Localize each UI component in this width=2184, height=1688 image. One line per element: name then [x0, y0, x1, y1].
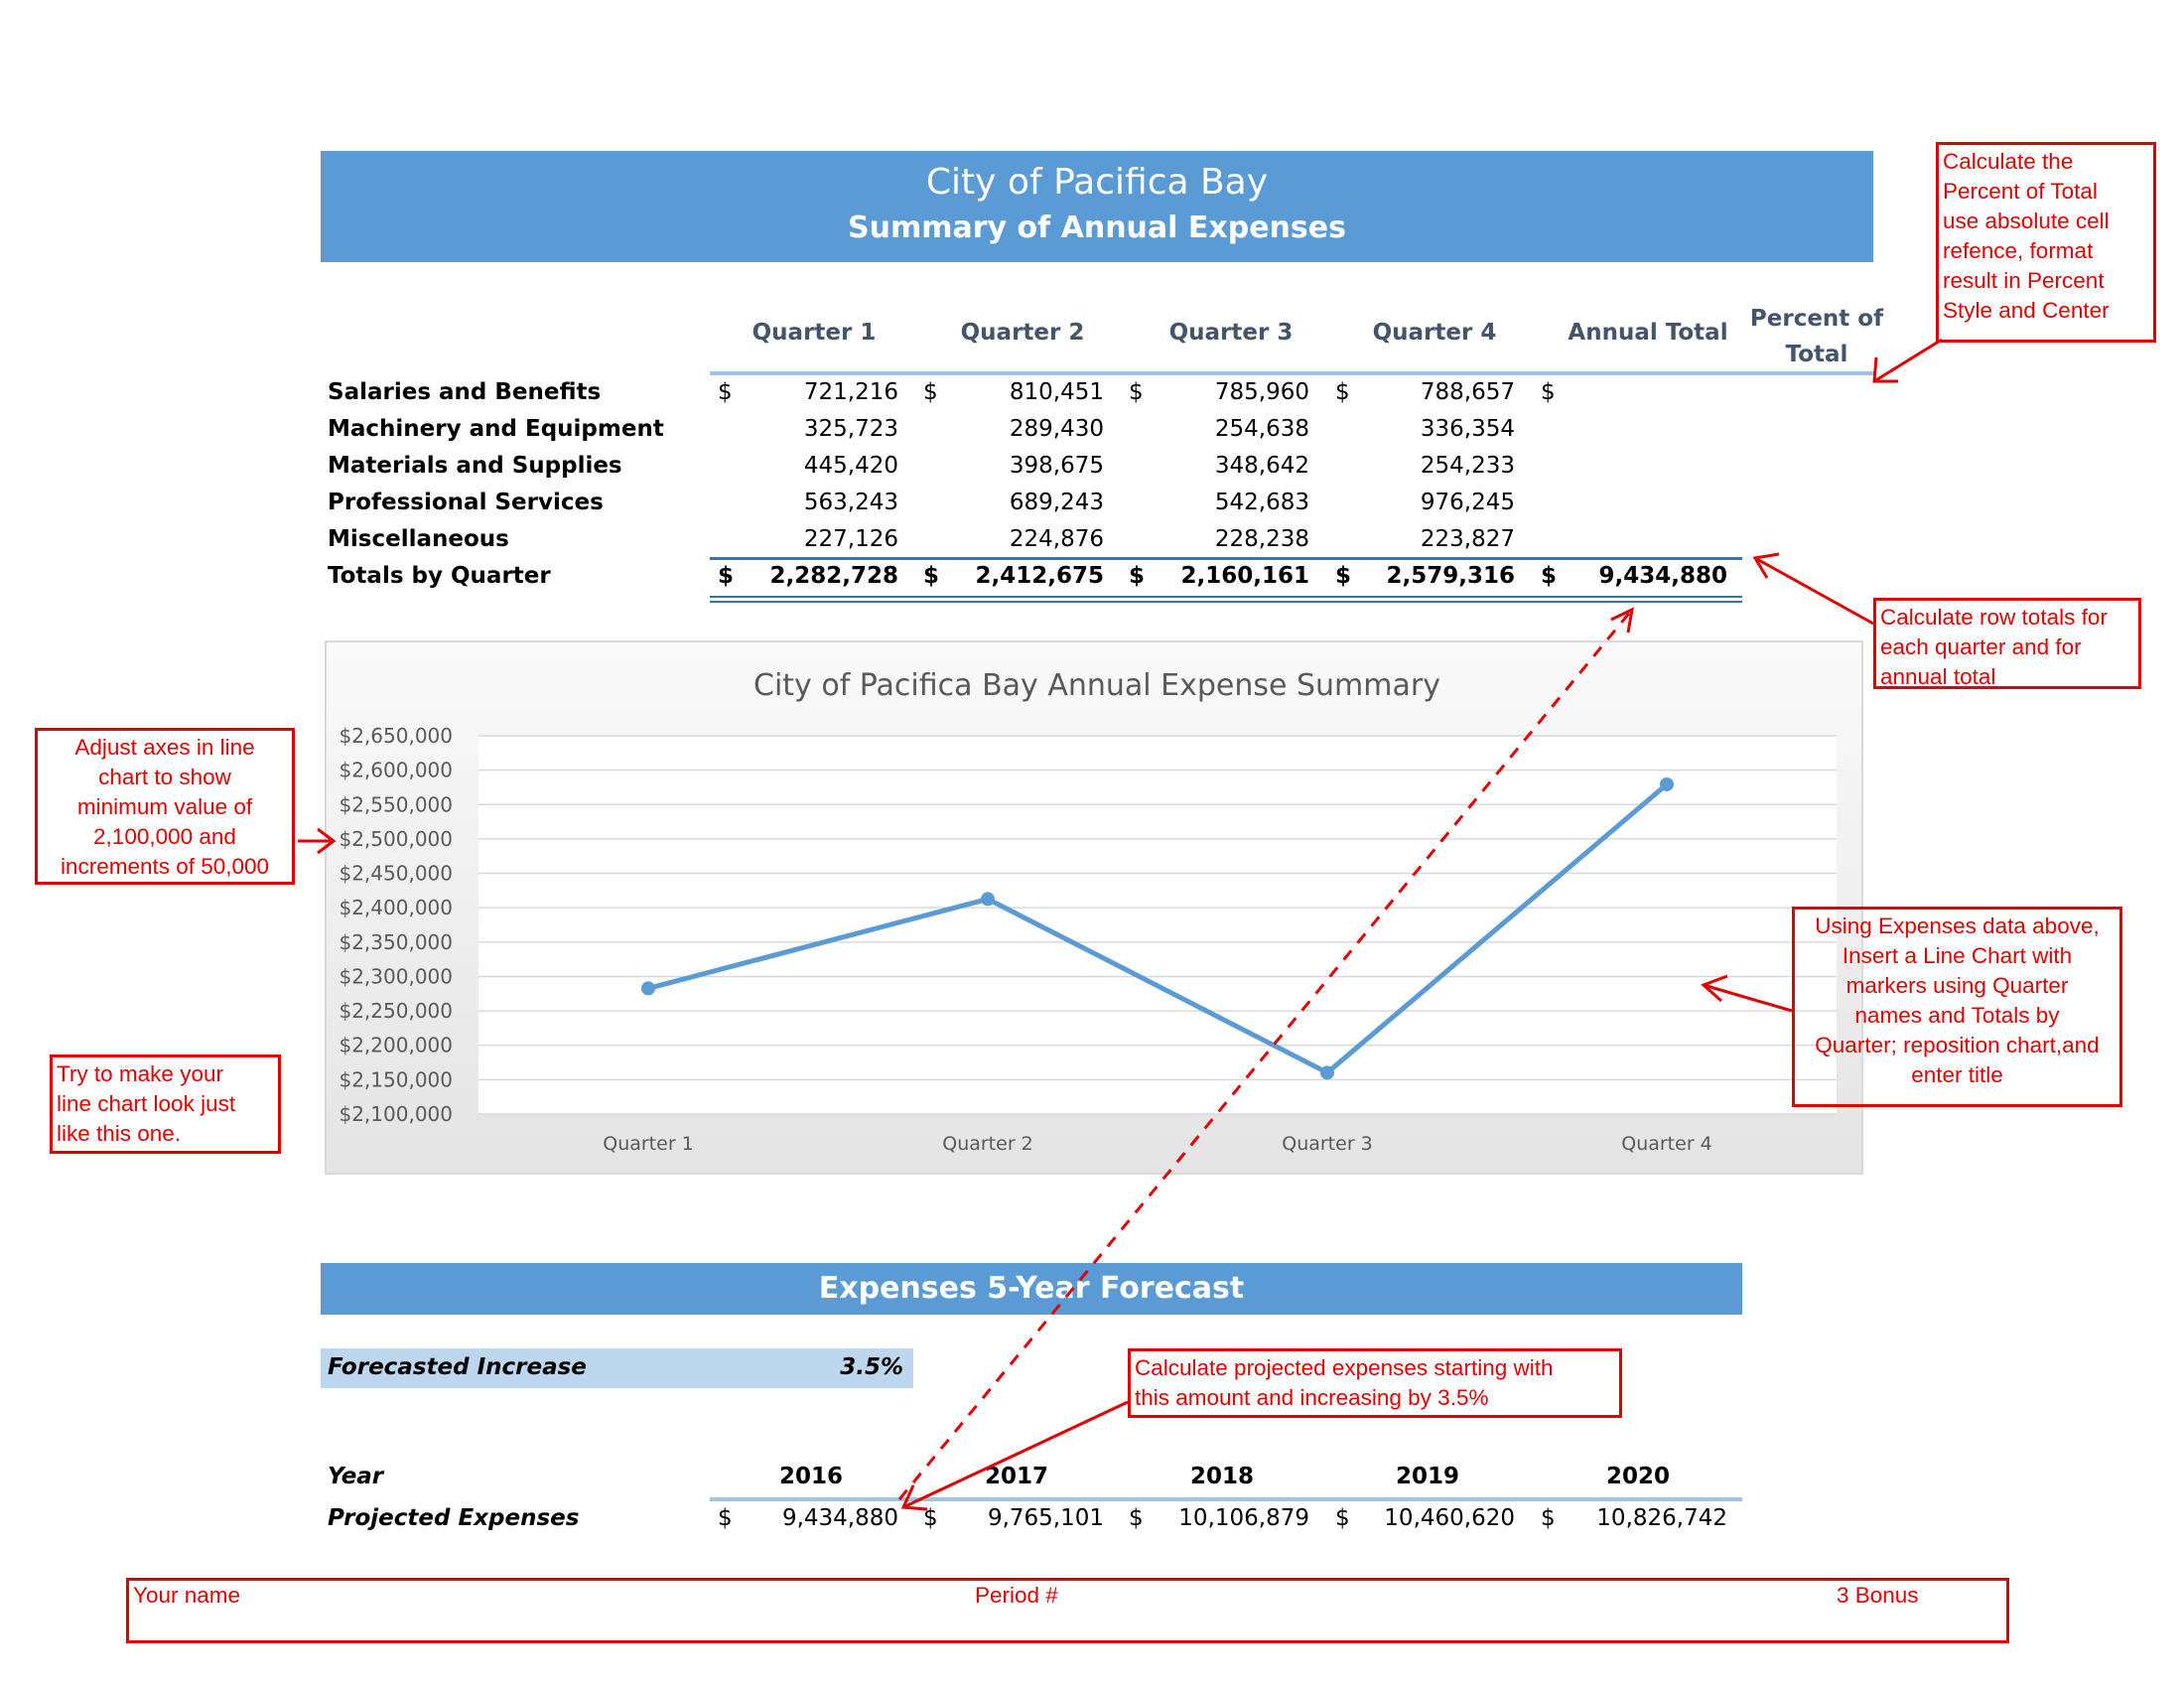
table-cell: 445,420 [803, 453, 898, 479]
table-cell: 224,876 [1009, 526, 1104, 552]
note-line: Try to make your [57, 1061, 223, 1086]
forecast-year-label: Year [328, 1464, 384, 1489]
currency-symbol: $ [1335, 1505, 1350, 1531]
page-subtitle: Summary of Annual Expenses [848, 211, 1346, 245]
row-label-machinery: Machinery and Equipment [328, 416, 664, 442]
note-line: increments of 50,000 [60, 854, 270, 879]
y-tick-label: $2,350,000 [339, 929, 453, 954]
y-tick-label: $2,200,000 [339, 1033, 453, 1057]
percent-header-line1: Percent of [1749, 306, 1884, 332]
note-line: enter title [1911, 1062, 2003, 1087]
table-cell: 721,216 [803, 379, 898, 405]
note-line: result in Percent [1943, 268, 2105, 293]
forecast-year: 2019 [1396, 1464, 1460, 1489]
currency-symbol: $ [923, 379, 938, 405]
row-label-totals: Totals by Quarter [328, 563, 551, 589]
forecast-expenses-label: Projected Expenses [328, 1505, 580, 1531]
note-line: annual total [1880, 664, 1996, 689]
table-cell: 254,638 [1214, 416, 1309, 442]
data-point-marker[interactable] [981, 892, 995, 906]
forecast-year: 2016 [779, 1464, 844, 1489]
note-row-totals [1873, 598, 2141, 689]
table-cell: 542,683 [1214, 490, 1309, 515]
forecast-rate-value[interactable]: 3.5% [840, 1354, 903, 1380]
note-line: each quarter and for [1880, 634, 2082, 659]
table-cell: 254,233 [1420, 453, 1515, 479]
note-line: refence, format [1943, 238, 2094, 263]
forecast-year: 2020 [1606, 1464, 1671, 1489]
note-line: 2,100,000 and [93, 824, 236, 849]
percent-header-line2: Total [1785, 342, 1848, 367]
total-q1: 2,282,728 [769, 563, 898, 589]
row-label-materials: Materials and Supplies [328, 453, 622, 479]
forecast-value: 9,765,101 [987, 1505, 1104, 1531]
y-tick-label: $2,450,000 [339, 861, 453, 886]
col-header-q3: Quarter 3 [1168, 320, 1294, 346]
x-tick-label: Quarter 4 [1621, 1133, 1712, 1155]
table-cell: 325,723 [803, 416, 898, 442]
total-q3: 2,160,161 [1180, 563, 1309, 589]
note-percent-total [1936, 142, 2156, 343]
total-q4: 2,579,316 [1386, 563, 1515, 589]
currency-symbol: $ [1335, 563, 1352, 589]
y-tick-label: $2,500,000 [339, 826, 453, 851]
table-cell: 336,354 [1420, 416, 1515, 442]
col-header-annual-total: Annual Total [1568, 320, 1728, 346]
note-line: Adjust axes in line [74, 735, 255, 760]
table-cell: 398,675 [1009, 453, 1104, 479]
note-look-like [50, 1055, 281, 1154]
y-tick-label: $2,250,000 [339, 999, 453, 1024]
note-line: chart to show [98, 765, 231, 789]
note-line: Style and Center [1943, 298, 2110, 323]
col-header-q2: Quarter 2 [960, 320, 1085, 346]
table-cell: 810,451 [1009, 379, 1104, 405]
footer-box[interactable] [126, 1578, 2009, 1643]
table-cell: 689,243 [1009, 490, 1104, 515]
forecast-year: 2017 [985, 1464, 1049, 1489]
page-title: City of Pacifica Bay [925, 162, 1269, 203]
currency-symbol: $ [1541, 563, 1558, 589]
currency-symbol: $ [1541, 1505, 1556, 1531]
forecast-value: 10,106,879 [1178, 1505, 1309, 1531]
forecast-underline [710, 1497, 1742, 1501]
table-cell: 348,642 [1214, 453, 1309, 479]
row-label-misc: Miscellaneous [328, 526, 509, 552]
currency-symbol: $ [718, 1505, 733, 1531]
table-cell: 563,243 [803, 490, 898, 515]
note-line: use absolute cell [1943, 209, 2110, 233]
y-tick-label: $2,650,000 [339, 724, 453, 748]
currency-symbol: $ [1541, 379, 1556, 405]
table-cell: 976,245 [1420, 490, 1515, 515]
table-cell: 788,657 [1420, 379, 1515, 405]
currency-symbol: $ [718, 563, 735, 589]
note-line: minimum value of [76, 794, 253, 819]
note-line: this amount and increasing by 3.5% [1135, 1385, 1489, 1410]
currency-symbol: $ [923, 1505, 938, 1531]
y-tick-label: $2,100,000 [339, 1102, 453, 1126]
forecast-banner: Expenses 5-Year Forecast [321, 1263, 1742, 1315]
note-line: names and Totals by [1854, 1003, 2060, 1028]
currency-symbol: $ [1335, 379, 1350, 405]
footer-period: Period # [975, 1583, 1058, 1608]
x-tick-label: Quarter 1 [603, 1133, 694, 1155]
note-line: Insert a Line Chart with [1842, 943, 2073, 968]
row-label-salaries: Salaries and Benefits [328, 379, 602, 405]
forecast-value: 10,460,620 [1384, 1505, 1515, 1531]
y-tick-label: $2,400,000 [339, 896, 453, 920]
data-point-marker[interactable] [1660, 777, 1674, 791]
table-cell: 785,960 [1214, 379, 1309, 405]
currency-symbol: $ [923, 563, 940, 589]
forecast-value: 10,826,742 [1596, 1505, 1727, 1531]
row-label-professional: Professional Services [328, 490, 604, 515]
note-line: Quarter; reposition chart,and [1815, 1033, 2100, 1057]
currency-symbol: $ [1129, 379, 1144, 405]
footer-name: Your name [133, 1583, 240, 1608]
total-q2: 2,412,675 [975, 563, 1104, 589]
note-line: Using Expenses data above, [1815, 914, 2100, 938]
note-projected [1128, 1348, 1622, 1418]
note-line: Calculate projected expenses starting with [1135, 1355, 1554, 1380]
forecast-year: 2018 [1190, 1464, 1255, 1489]
y-tick-label: $2,600,000 [339, 758, 453, 782]
total-annual: 9,434,880 [1598, 563, 1727, 589]
note-line: markers using Quarter [1845, 973, 2069, 998]
y-tick-label: $2,300,000 [339, 964, 453, 989]
chart-title: City of Pacifica Bay Annual Expense Summary [753, 668, 1440, 703]
currency-symbol: $ [1129, 1505, 1144, 1531]
data-point-marker[interactable] [641, 981, 655, 995]
table-cell: 227,126 [803, 526, 898, 552]
note-line: line chart look just [57, 1091, 236, 1116]
data-point-marker[interactable] [1320, 1065, 1334, 1079]
note-line: Calculate the [1943, 149, 2074, 174]
x-tick-label: Quarter 3 [1282, 1133, 1373, 1155]
note-insert-chart [1792, 907, 2122, 1107]
footer-bonus: 3 Bonus [1837, 1583, 1919, 1608]
col-header-q4: Quarter 4 [1372, 320, 1497, 346]
currency-symbol: $ [718, 379, 733, 405]
x-tick-label: Quarter 2 [942, 1133, 1033, 1155]
plot-area [478, 736, 1837, 1114]
note-line: like this one. [57, 1121, 182, 1146]
note-adjust-axes [35, 728, 295, 885]
col-header-q1: Quarter 1 [751, 320, 877, 346]
forecast-rate-label: Forecasted Increase [328, 1354, 587, 1380]
note-line: Percent of Total [1943, 179, 2098, 204]
forecast-value: 9,434,880 [781, 1505, 898, 1531]
y-tick-label: $2,150,000 [339, 1067, 453, 1092]
currency-symbol: $ [1129, 563, 1146, 589]
table-cell: 289,430 [1009, 416, 1104, 442]
y-tick-label: $2,550,000 [339, 792, 453, 817]
note-line: Calculate row totals for [1880, 605, 2108, 630]
table-cell: 223,827 [1420, 526, 1515, 552]
table-cell: 228,238 [1214, 526, 1309, 552]
